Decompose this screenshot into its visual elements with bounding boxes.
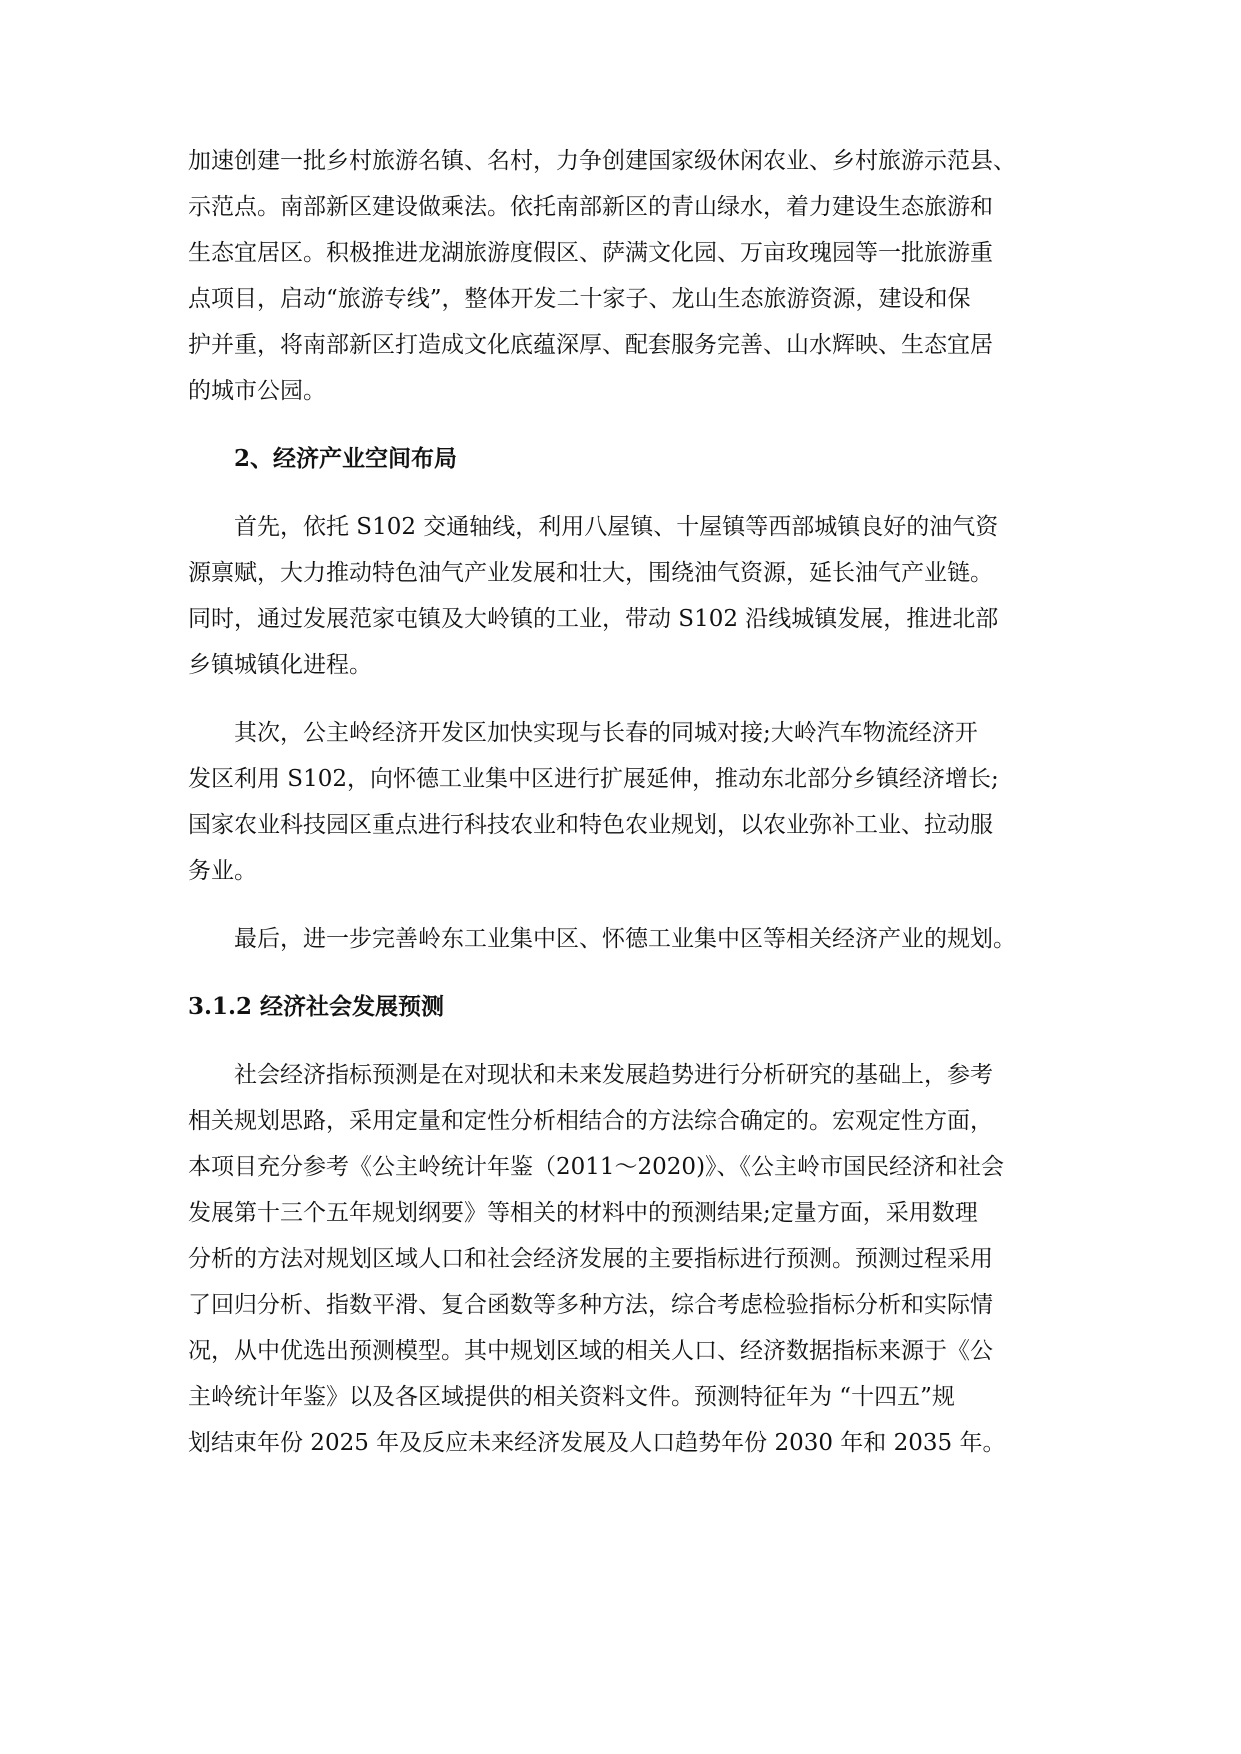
text-line: 主岭统计年鉴》以及各区域提供的相关资料文件。预测特征年为 “十四五”规 [188, 1384, 955, 1410]
paragraph-finally [188, 916, 1068, 962]
text-line: 务业。 [188, 858, 257, 884]
text-line: 国家农业科技园区重点进行科技农业和特色农业规划，以农业弥补工业、拉动服 [188, 812, 993, 838]
text-line: 的城市公园。 [188, 378, 326, 404]
text-line: 了回归分析、指数平滑、复合函数等多种方法，综合考虑检验指标分析和实际情 [188, 1292, 993, 1318]
text-line: 乡镇城镇化进程。 [188, 652, 372, 678]
text-line: 示范点。南部新区建设做乘法。依托南部新区的青山绿水，着力建设生态旅游和 [188, 194, 993, 220]
text-line: 本项目充分参考《公主岭统计年鉴（2011～2020)》、《公主岭市国民经济和社会 [188, 1154, 1005, 1180]
text-line: 划结束年份 2025 年及反应未来经济发展及人口趋势年份 2030 年和 2035 年。 [188, 1430, 1006, 1456]
subheading-economic-layout: 2、经济产业空间布局 [234, 445, 458, 472]
text-line: 源禀赋，大力推动特色油气产业发展和壮大，围绕油气资源，延长油气产业链。 [188, 560, 993, 586]
text-line: 况，从中优选出预测模型。其中规划区域的相关人口、经济数据指标来源于《公 [188, 1338, 993, 1364]
text-line: 首先，依托 S102 交通轴线，利用八屋镇、十屋镇等西部城镇良好的油气资 [234, 514, 999, 540]
text-line: 发展第十三个五年规划纲要》等相关的材料中的预测结果;定量方面，采用数理 [188, 1200, 978, 1226]
text-line: 其次，公主岭经济开发区加快实现与长春的同城对接;大岭汽车物流经济开 [234, 720, 978, 746]
text-line: 加速创建一批乡村旅游名镇、名村，力争创建国家级休闲农业、乡村旅游示范县、 [188, 148, 1016, 174]
paragraph-rural-tourism [188, 138, 1068, 414]
section-heading-3-1-2: 3.1.2 经济社会发展预测 [188, 993, 445, 1020]
text-line: 发区利用 S102，向怀德工业集中区进行扩展延伸，推动东北部分乡镇经济增长; [188, 766, 999, 792]
paragraph-second [188, 710, 1068, 894]
paragraph-forecast [188, 1052, 1068, 1466]
text-line: 同时，通过发展范家屯镇及大岭镇的工业，带动 S102 沿线城镇发展，推进北部 [188, 606, 999, 632]
text-line: 社会经济指标预测是在对现状和未来发展趋势进行分析研究的基础上，参考 [234, 1062, 993, 1088]
paragraph-first [188, 504, 1068, 688]
text-line: 生态宜居区。积极推进龙湖旅游度假区、萨满文化园、万亩玫瑰园等一批旅游重 [188, 240, 993, 266]
page-content [188, 138, 1068, 1488]
text-line: 点项目，启动“旅游专线”，整体开发二十家子、龙山生态旅游资源，建设和保 [188, 286, 971, 312]
text-line: 护并重，将南部新区打造成文化底蕴深厚、配套服务完善、山水辉映、生态宜居 [188, 332, 993, 358]
text-line: 相关规划思路，采用定量和定性分析相结合的方法综合确定的。宏观定性方面， [188, 1108, 993, 1134]
text-line: 最后，进一步完善岭东工业集中区、怀德工业集中区等相关经济产业的规划。 [234, 926, 1016, 952]
text-line: 分析的方法对规划区域人口和社会经济发展的主要指标进行预测。预测过程采用 [188, 1246, 993, 1272]
